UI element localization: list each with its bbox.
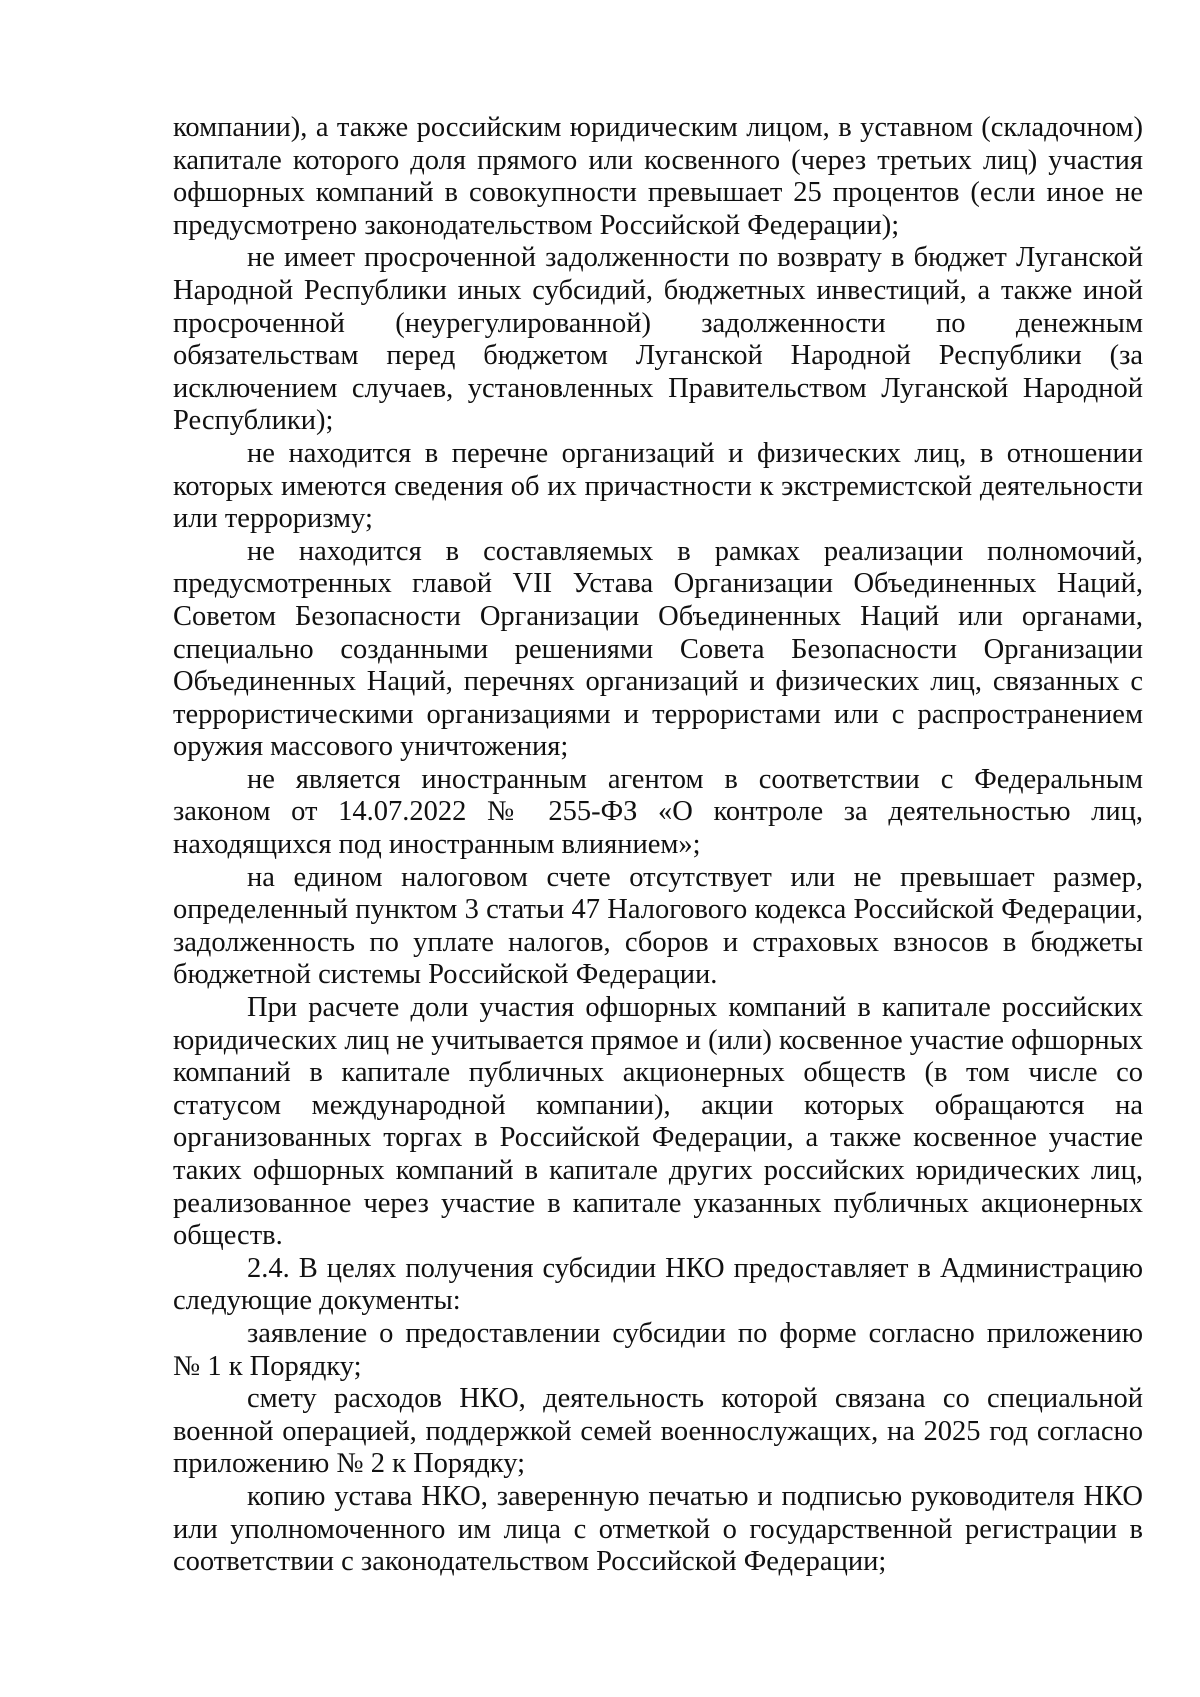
paragraph-not-in-un-lists: не находится в составляемых в рамках реализации полномочий, предусмотренных главой VII Устава Организации Объединенных Наций, Советом Безопасности Организации Объединенных Наций или органами, специально созданными решениями Совета Безопасности Организации Объединенных Наций, перечнях организаций и физических лиц, связанных с террористическими организациями и террористами или с распространением оружия массового уничтожения; [173, 535, 1143, 763]
document-body [173, 112, 1143, 1579]
paragraph-no-overdue-debt: не имеет просроченной задолженности по возврату в бюджет Луганской Народной Республики иных субсидий, бюджетных инвестиций, а также иной просроченной (неурегулированной) задолженности по денежным обязательствам перед бюджетом Луганской Народной Республики (за исключением случаев, установленных Правительством Луганской Народной Республики); [173, 242, 1143, 437]
paragraph-offshore-continuation: компании), а также российским юридическим лицом, в уставном (складочном) капитале которого доля прямого или косвенного (через третьих лиц) участия офшорных компаний в совокупности превышает 25 процентов (если иное не предусмотрено законодательством Российской Федерации); [173, 112, 1143, 241]
paragraph-tax-account: на едином налоговом счете отсутствует или не превышает размер, определенный пунктом 3 статьи 47 Налогового кодекса Российской Федерации, задолженность по уплате налогов, сборов и страховых взносов в бюджеты бюджетной системы Российской Федерации. [173, 861, 1143, 991]
paragraph-section-2-4: 2.4. В целях получения субсидии НКО предоставляет в Администрацию следующие документы: [173, 1252, 1143, 1317]
list-item-application: заявление о предоставлении субсидии по форме согласно приложению № 1 к Порядку; [173, 1317, 1143, 1382]
list-item-cost-estimate: смету расходов НКО, деятельность которой связана со специальной военной операцией, поддержкой семей военнослужащих, на 2025 год согласно приложению № 2 к Порядку; [173, 1383, 1143, 1480]
paragraph-not-foreign-agent: не является иностранным агентом в соответствии с Федеральным законом от 14.07.2022 № 255-ФЗ «О контроле за деятельностью лиц, находящихся под иностранным влиянием»; [173, 763, 1143, 861]
list-item-charter-copy: копию устава НКО, заверенную печатью и подписью руководителя НКО или уполномоченного им лица с отметкой о государственной регистрации в соответствии с законодательством Российской Федерации; [173, 1480, 1143, 1578]
paragraph-not-in-extremism-list: не находится в перечне организаций и физических лиц, в отношении которых имеются сведения об их причастности к экстремистской деятельности или терроризму; [173, 437, 1143, 535]
paragraph-offshore-share-calculation: При расчете доли участия офшорных компаний в капитале российских юридических лиц не учитывается прямое и (или) косвенное участие офшорных компаний в капитале публичных акционерных обществ (в том числе со статусом международной компании), акции которых обращаются на организованных торгах в Российской Федерации, а также косвенное участие таких офшорных компаний в капитале других российских юридических лиц, реализованное через участие в капитале указанных публичных акционерных обществ. [173, 992, 1143, 1252]
